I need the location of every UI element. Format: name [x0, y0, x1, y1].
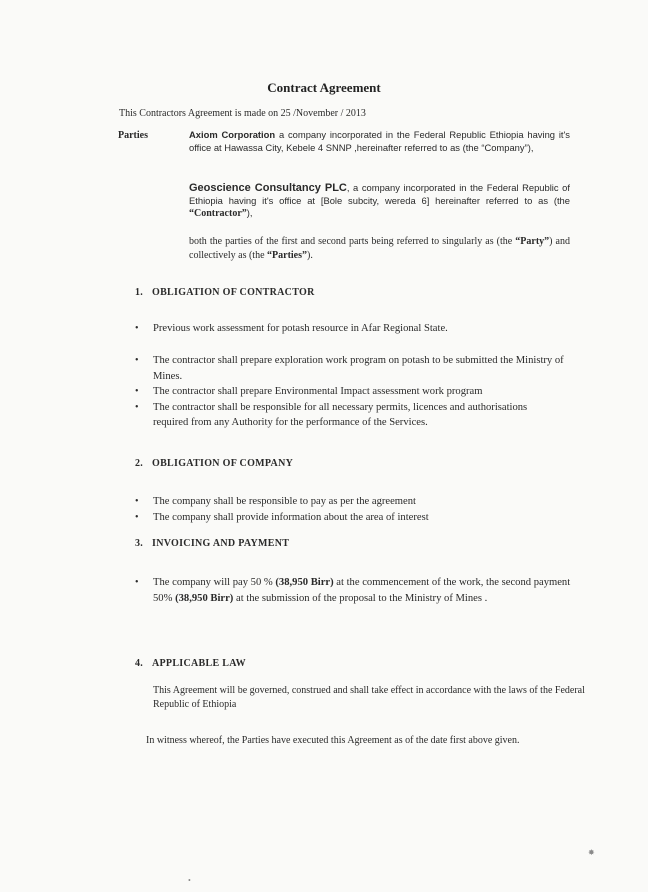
list-item-text: The company shall be responsible to pay as per the agreement — [153, 496, 416, 507]
list-item — [135, 321, 575, 337]
payment-list — [135, 575, 573, 606]
definition-term-parties: “Parties” — [267, 249, 308, 261]
party-contractor-name: Geoscience Consultancy PLC — [189, 182, 347, 194]
bullet-icon: • — [135, 386, 139, 397]
bullet-icon: • — [135, 577, 139, 588]
bullet-icon: • — [135, 323, 139, 334]
witness-clause: In witness whereof, the Parties have executed this Agreement as of the date first above given. — [146, 735, 520, 746]
payment-amount-2: (38,950 Birr) — [175, 592, 234, 604]
list-item-text: The company shall provide information about the area of interest — [153, 511, 429, 523]
payment-text-2: at the commencement of the work, the second payment 50% — [153, 577, 571, 604]
bullet-icon: • — [135, 496, 139, 507]
payment-text-1: The company will pay 50 % — [153, 577, 276, 588]
list-item — [135, 400, 543, 431]
applicable-law-text: This Agreement will be governed, construed and shall take effect in accordance with the laws of the Federal Republic of Ethiopia — [153, 685, 585, 710]
section-title: OBLIGATION OF COMPANY — [152, 458, 294, 469]
party-company — [189, 129, 570, 154]
page-title: Contract Agreement — [267, 80, 381, 95]
section-title: INVOICING AND PAYMENT — [152, 538, 290, 549]
list-item — [135, 575, 573, 606]
party-contractor-text: , a company incorporated in the Federal Republic of Ethiopia having it's office at [Bole subcity, wereda 6] hereinafter referred to as (the — [189, 182, 570, 206]
list-item — [135, 510, 575, 526]
payment-amount-1: (38,950 Birr) — [275, 577, 334, 588]
section-number: 2. — [135, 458, 144, 469]
party-contractor-end: ), — [246, 207, 253, 218]
list-item-text: Previous work assessment for potash resource in Afar Regional State. — [153, 323, 448, 334]
list-item-text: The contractor shall be responsible for all necessary permits, licences and authorisations required from any Authority for the performance of the Services. — [153, 401, 528, 428]
section-number: 1. — [135, 287, 144, 298]
payment-text-3: at the submission of the proposal to the Ministry of Mines . — [233, 592, 488, 604]
section-heading — [135, 458, 293, 469]
party-company-text: a company incorporated in the Federal Republic Ethiopia having it's office at Hawassa City, Kebele 4 SNNP ,hereinafter referred to as (the “Company”), — [189, 129, 570, 153]
contractor-obligations-list-2 — [135, 353, 567, 431]
definition-term-party: “Party” — [515, 236, 550, 247]
list-item — [135, 384, 567, 400]
section-heading — [135, 658, 246, 669]
bullet-icon: • — [135, 511, 139, 523]
list-item — [135, 494, 575, 510]
bullet-icon: • — [135, 355, 139, 366]
bullet-icon: • — [135, 401, 139, 413]
section-title: OBLIGATION OF CONTRACTOR — [152, 287, 315, 298]
scan-speck: ✸ — [588, 848, 595, 857]
section-heading — [135, 287, 315, 298]
intro-line: This Contractors Agreement is made on 25 /November / 2013 — [119, 108, 366, 119]
list-item — [135, 353, 567, 384]
party-contractor — [189, 182, 570, 221]
section-number: 4. — [135, 658, 144, 669]
definition-text-1: both the parties of the first and second parts being referred to singularly as (the — [189, 236, 516, 247]
company-obligations-list — [135, 494, 575, 525]
section-heading — [135, 538, 289, 549]
party-contractor-term: “Contractor” — [189, 208, 247, 219]
list-item-text: The contractor shall prepare Environmental Impact assessment work program — [153, 386, 483, 397]
section-title: APPLICABLE LAW — [152, 658, 246, 669]
definition-text-2: ) and collectively as (the — [189, 236, 570, 261]
parties-definition — [189, 235, 570, 262]
section-number: 3. — [135, 538, 144, 549]
party-company-name: Axiom Corporation — [189, 129, 276, 140]
definition-text-3: ). — [307, 249, 313, 261]
list-item-text: The contractor shall prepare exploration work program on potash to be submitted the Ministry of Mines. — [153, 355, 564, 382]
scan-speck: • — [188, 876, 191, 885]
contractor-obligations-list — [135, 321, 575, 337]
parties-label: Parties — [118, 130, 148, 141]
